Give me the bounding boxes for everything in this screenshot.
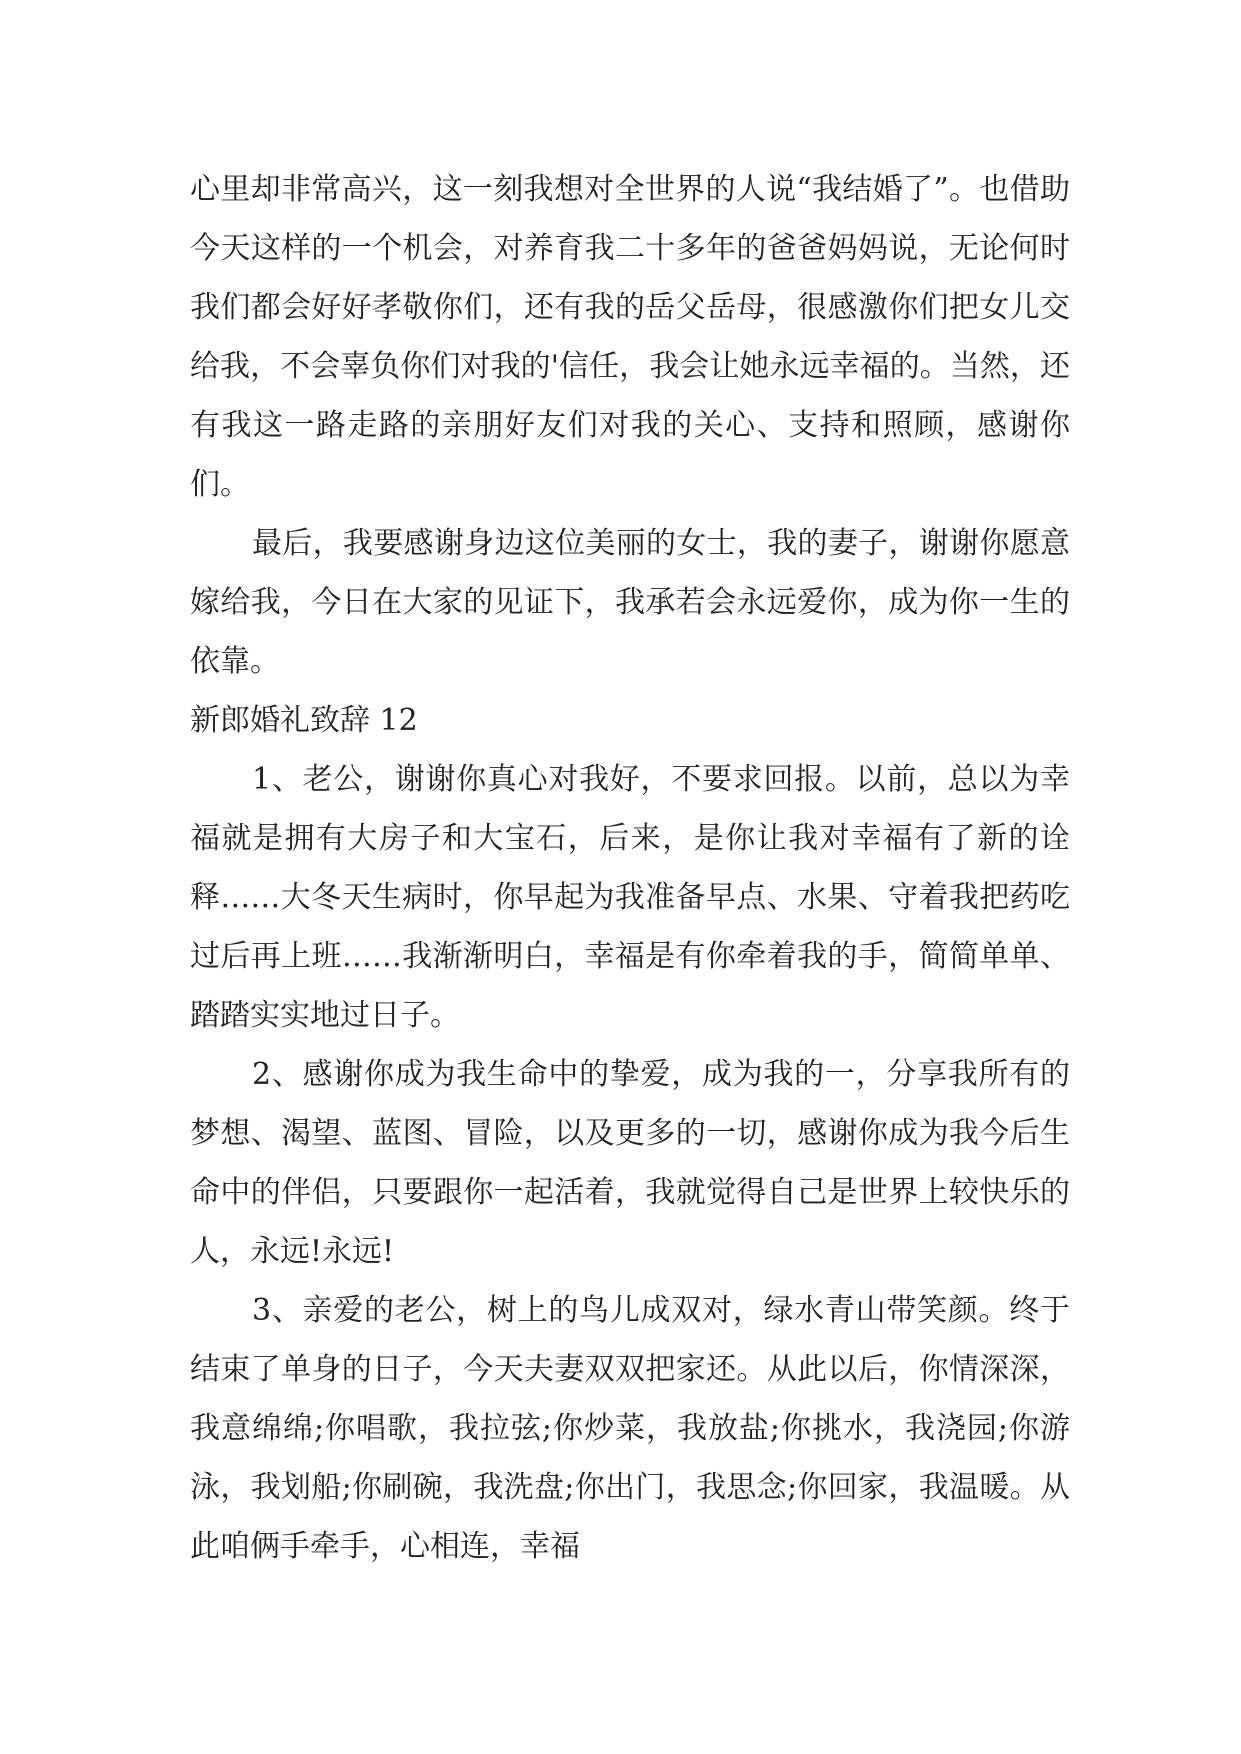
- list-item-2: 2、感谢你成为我生命中的挚爱，成为我的一，分享我所有的梦想、渴望、蓝图、冒险，以及更多的一切，感谢你成为我今后生命中的伴侣，只要跟你一起活着，我就觉得自己是世界上较快乐的人，永远!永远!: [190, 1057, 1070, 1269]
- document-body: [190, 160, 1070, 1576]
- paragraph-closing: 最后，我要感谢身边这位美丽的女士，我的妻子，谢谢你愿意嫁给我，今日在大家的见证下，我承若会永远爱你，成为你一生的依靠。: [190, 526, 1070, 679]
- list-item-3: 3、亲爱的老公，树上的鸟儿成双对，绿水青山带笑颜。终于结束了单身的日子，今天夫妻双双把家还。从此以后，你情深深，我意绵绵;你唱歌，我拉弦;你炒菜，我放盐;你挑水，我浇园;你游泳，我划船;你刷碗，我洗盘;你出门，我思念;你回家，我温暖。从此咱俩手牵手，心相连，幸福: [190, 1293, 1070, 1564]
- list-item-1: 1、老公，谢谢你真心对我好，不要求回报。以前，总以为幸福就是拥有大房子和大宝石，后来，是你让我对幸福有了新的诠释……大冬天生病时，你早起为我准备早点、水果、守着我把药吃过后再上班……我渐渐明白，幸福是有你牵着我的手，简简单单、踏踏实实地过日子。: [190, 762, 1070, 1033]
- paragraph-continuation: 心里却非常高兴，这一刻我想对全世界的人说“我结婚了”。也借助今天这样的一个机会，对养育我二十多年的爸爸妈妈说，无论何时我们都会好好孝敬你们，还有我的岳父岳母，很感激你们把女儿交给我，不会辜负你们对我的'信任，我会让她永远幸福的。当然，还有我这一路走路的亲朋好友们对我的关心、支持和照顾，感谢你们。: [190, 172, 1070, 502]
- section-heading: 新郎婚礼致辞 12: [190, 703, 418, 738]
